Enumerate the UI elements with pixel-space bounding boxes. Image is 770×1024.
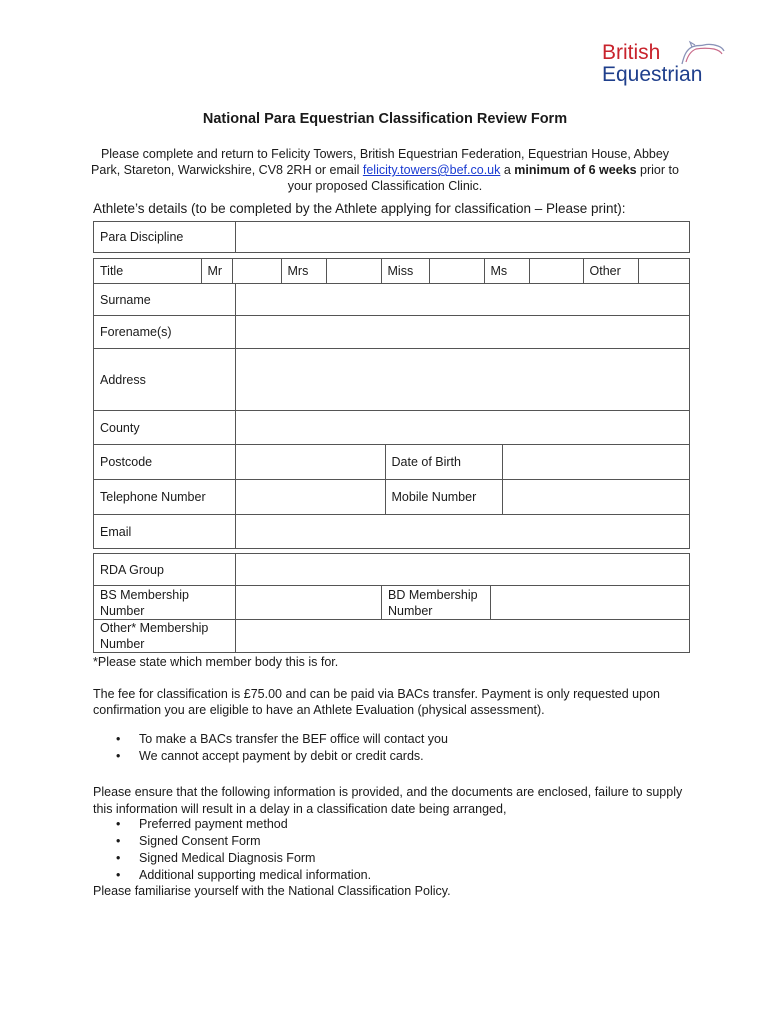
horse-head-icon xyxy=(676,40,726,66)
mobile-field[interactable] xyxy=(502,480,689,514)
membership-table xyxy=(93,553,690,653)
intro-paragraph xyxy=(90,146,680,194)
payment-bullet-list xyxy=(116,731,448,765)
other-membership-label-line2: Number xyxy=(100,637,145,651)
rda-group-label: RDA Group xyxy=(94,554,236,586)
list-item: • We cannot accept payment by debit or credit cards. xyxy=(116,748,448,765)
logo-text-equestrian: Equestrian xyxy=(602,63,703,86)
list-item: • Signed Medical Diagnosis Form xyxy=(116,850,371,867)
title-label: Title xyxy=(94,259,201,283)
bd-membership-label xyxy=(382,586,491,620)
email-label: Email xyxy=(94,515,236,549)
logo-text-british: British xyxy=(602,41,661,64)
bd-membership-label-line1: BD Membership xyxy=(388,587,478,602)
telephone-field[interactable] xyxy=(236,480,385,514)
postcode-field[interactable] xyxy=(236,445,385,479)
intro-text-end: prior to your proposed Classification Clinic. xyxy=(287,163,679,193)
postcode-dob-row xyxy=(236,445,689,479)
email-link[interactable]: felicity.towers@bef.co.uk xyxy=(362,163,501,177)
surname-field[interactable] xyxy=(236,284,690,316)
title-option-ms: Ms xyxy=(484,259,529,283)
address-field[interactable] xyxy=(236,349,690,411)
policy-note: Please familiarise yourself with the National Classification Policy. xyxy=(93,884,451,898)
surname-label: Surname xyxy=(94,284,236,316)
british-equestrian-logo xyxy=(602,40,732,88)
athlete-details-heading: Athlete’s details (to be completed by the Athlete applying for classification – Please print): xyxy=(93,201,626,216)
list-item: • Preferred payment method xyxy=(116,816,371,833)
para-discipline-field[interactable] xyxy=(236,222,690,253)
title-option-mrs: Mrs xyxy=(281,259,326,283)
title-options-row xyxy=(94,259,689,283)
intro-bold-deadline: minimum of 6 weeks xyxy=(514,163,637,177)
mobile-label: Mobile Number xyxy=(385,480,502,514)
postcode-label: Postcode xyxy=(94,445,236,480)
title-option-miss: Miss xyxy=(381,259,429,283)
bs-membership-label-line2: Number xyxy=(100,603,145,618)
other-membership-label-line1: Other* Membership xyxy=(100,621,209,635)
bd-membership-label-line2: Number xyxy=(388,603,433,618)
discipline-table xyxy=(93,221,690,253)
forenames-field[interactable] xyxy=(236,316,690,349)
bs-membership-label-line1: BS Membership xyxy=(100,587,189,602)
document-bullet-list xyxy=(116,816,371,884)
title-ms-box[interactable] xyxy=(529,259,583,283)
intro-text-mid: a xyxy=(500,163,515,177)
page-title: National Para Equestrian Classification Review Form xyxy=(202,111,568,127)
list-item: • To make a BACs transfer the BEF office will contact you xyxy=(116,731,448,748)
member-body-note: *Please state which member body this is for. xyxy=(93,655,339,669)
para-discipline-label: Para Discipline xyxy=(94,222,236,253)
rda-group-field[interactable] xyxy=(236,554,690,586)
other-membership-label xyxy=(94,620,236,653)
title-option-other: Other xyxy=(583,259,638,283)
email-field[interactable] xyxy=(236,515,690,549)
ensure-paragraph: Please ensure that the following information is provided, and the documents are enclosed, failure to supply this information will result in a delay in a classification date being arranged, xyxy=(93,785,683,816)
list-item: • Additional supporting medical information. xyxy=(116,867,371,884)
title-miss-box[interactable] xyxy=(429,259,484,283)
title-mrs-box[interactable] xyxy=(326,259,381,283)
telephone-label: Telephone Number xyxy=(94,480,236,515)
list-item: • Signed Consent Form xyxy=(116,833,371,850)
title-option-mr: Mr xyxy=(201,259,232,283)
date-of-birth-label: Date of Birth xyxy=(385,445,502,479)
address-label: Address xyxy=(94,349,236,411)
other-membership-field[interactable] xyxy=(236,620,690,653)
forenames-label: Forename(s) xyxy=(94,316,236,349)
county-field[interactable] xyxy=(236,411,690,445)
bs-membership-label xyxy=(94,586,236,620)
title-mr-box[interactable] xyxy=(232,259,281,283)
telephone-mobile-row xyxy=(236,480,689,514)
bd-membership-field[interactable] xyxy=(491,586,690,620)
fee-paragraph: The fee for classification is £75.00 and can be paid via BACs transfer. Payment is only requested upon confirmation you are eligible to have an Athlete Evaluation (physical assessment). xyxy=(93,687,660,717)
intro-text: Please complete and return to Felicity Towers, British Equestrian Federation, Equestrian House, Abbey Park, Stareton, Warwickshire, CV8 2RH or email xyxy=(91,147,670,177)
title-other-box[interactable] xyxy=(638,259,689,283)
date-of-birth-field[interactable] xyxy=(502,445,689,479)
county-label: County xyxy=(94,411,236,445)
athlete-details-table xyxy=(93,258,690,549)
bs-membership-field[interactable] xyxy=(236,586,382,620)
